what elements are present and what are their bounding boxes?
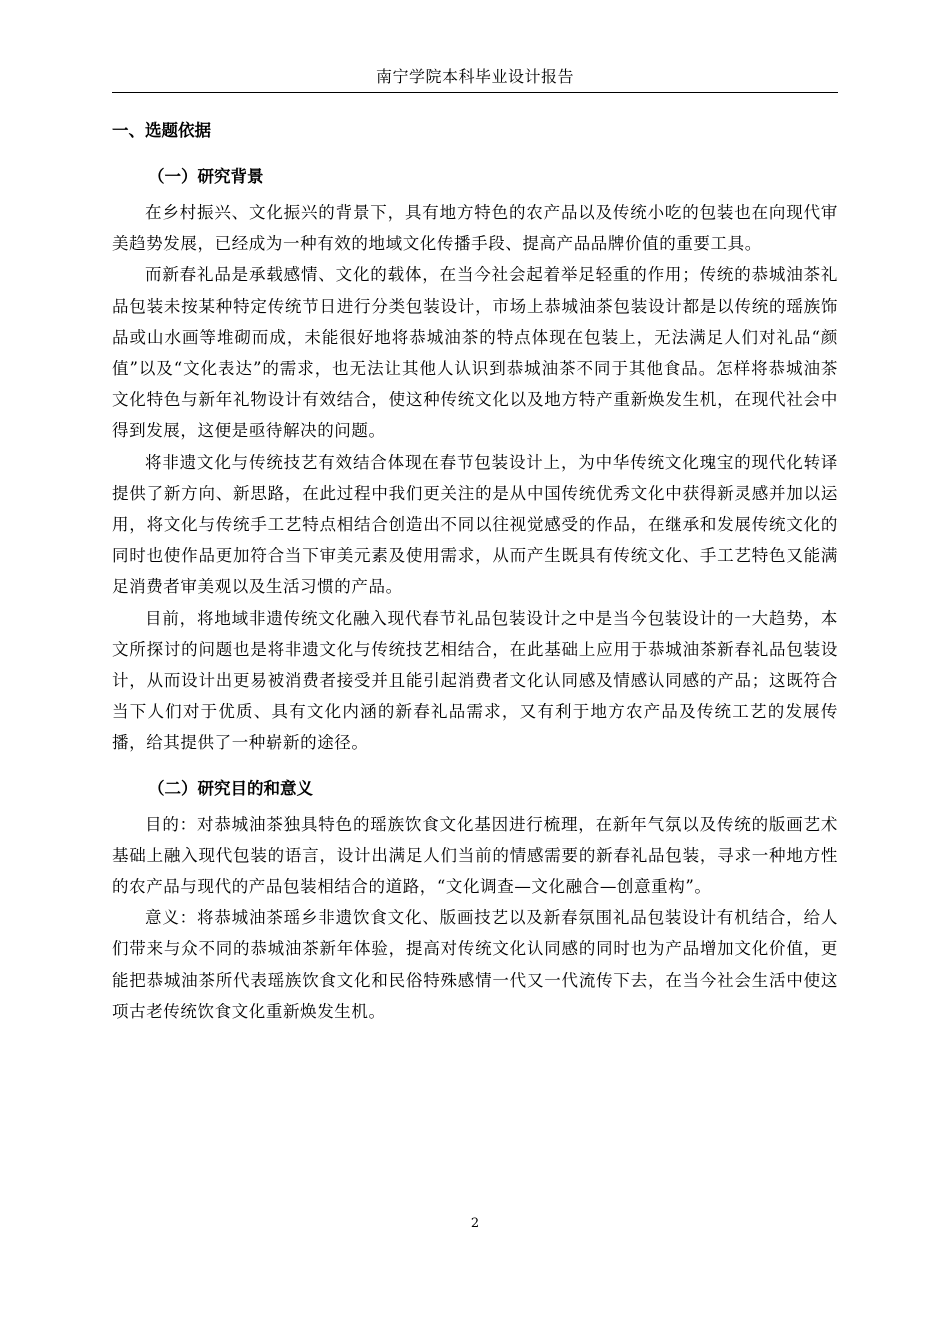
- body-paragraph: 将非遗文化与传统技艺有效结合体现在春节包装设计上，为中华传统文化瑰宝的现代化转译提供了新方向、新思路，在此过程中我们更关注的是从中国传统优秀文化中获得新灵感并加以运用，将文化与传统手工艺特点相结合创造出不同以往视觉感受的作品，在继承和发展传统文化的同时也使作品更加符合当下审美元素及使用需求，从而产生既具有传统文化、手工艺特色又能满足消费者审美观以及生活习惯的产品。: [112, 452, 838, 597]
- subsection-heading-purpose: （二）研究目的和意义: [148, 778, 313, 798]
- body-paragraph: 目的：对恭城油茶独具特色的瑶族饮食文化基因进行梳理，在新年气氛以及传统的版画艺术基础上融入现代包装的语言，设计出满足人们当前的情感需要的新春礼品包装，寻求一种地方性的农产品与现代的产品包装相结合的道路，“文化调查—文化融合—创意重构”。: [112, 814, 838, 897]
- page-header-title: 南宁学院本科毕业设计报告: [375, 67, 574, 86]
- subsection-heading-background: （一）研究背景: [148, 167, 264, 186]
- body-paragraph: 在乡村振兴、文化振兴的背景下，具有地方特色的农产品以及传统小吃的包装也在向现代审美趋势发展，已经成为一种有效的地域文化传播手段、提高产品品牌价值的重要工具。: [112, 203, 838, 254]
- body-paragraph: 目前，将地域非遗传统文化融入现代春节礼品包装设计之中是当今包装设计的一大趋势，本文所探讨的问题也是将非遗文化与传统技艺相结合，在此基础上应用于恭城油茶新春礼品包装设计，从而设计出更易被消费者接受并且能引起消费者文化认同感及情感认同感的产品；这既符合当下人们对于优质、具有文化内涵的新春礼品需求，又有利于地方农产品及传统工艺的发展传播，给其提供了一种崭新的途径。: [112, 608, 838, 753]
- section-heading: 一、选题依据: [112, 121, 211, 140]
- body-paragraph: 而新春礼品是承载感情、文化的载体，在当今社会起着举足轻重的作用；传统的恭城油茶礼品包装未按某种特定传统节日进行分类包装设计，市场上恭城油茶包装设计都是以传统的瑶族饰品或山水画等堆砌而成，未能很好地将恭城油茶的特点体现在包装上，无法满足人们对礼品“颜值”以及“文化表达”的需求，也无法让其他人认识到恭城油茶不同于其他食品。怎样将恭城油茶文化特色与新年礼物设计有效结合，使这种传统文化以及地方特产重新焕发生机，在现代社会中得到发展，这便是亟待解决的问题。: [112, 265, 838, 441]
- header-rule: [112, 92, 838, 93]
- page-content: [112, 117, 838, 1027]
- body-paragraph: 意义：将恭城油茶瑶乡非遗饮食文化、版画技艺以及新春氛围礼品包装设计有机结合，给人们带来与众不同的恭城油茶新年体验，提高对传统文化认同感的同时也为产品增加文化价值，更能把恭城油茶所代表瑶族饮食文化和民俗特殊感情一代又一代流传下去，在当今社会生活中使这项古老传统饮食文化重新焕发生机。: [112, 908, 838, 1021]
- page-number: 2: [470, 1216, 480, 1231]
